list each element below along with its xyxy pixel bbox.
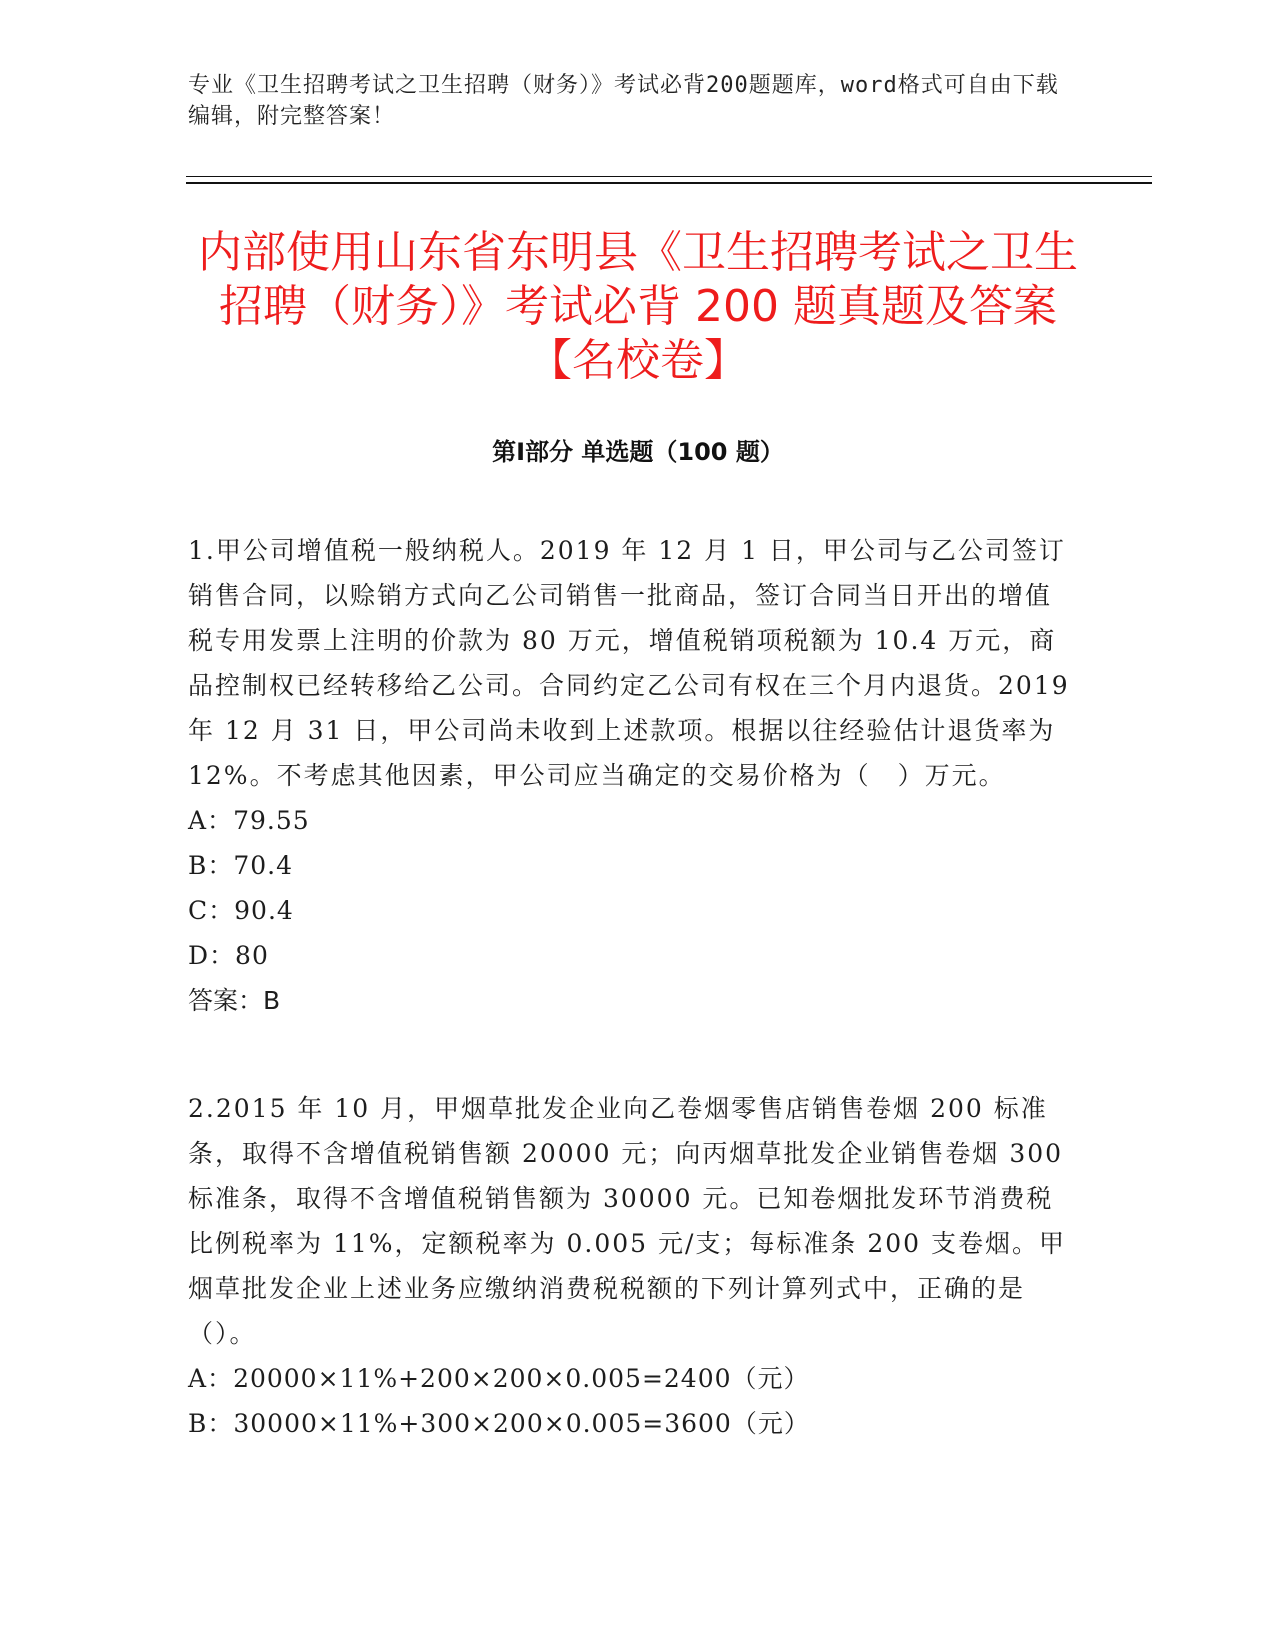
section-heading: 第Ⅰ部分 单选题（100 题） <box>492 438 784 466</box>
option-text: 20000×11%+200×200×0.005=2400（元） <box>233 1364 810 1393</box>
option-letter: B： <box>188 1409 234 1438</box>
question-1 <box>188 528 1078 1024</box>
header-rule-thick <box>186 182 1152 184</box>
option-c <box>188 888 1078 933</box>
option-text: 79.55 <box>233 806 310 835</box>
header-note: 专业《卫生招聘考试之卫生招聘（财务）》考试必背200题题库，word格式可自由下载编辑，附完整答案！ <box>188 73 1059 129</box>
answer-line: 答案：B <box>188 986 281 1015</box>
document-title: 内部使用山东省东明县《卫生招聘考试之卫生招聘（财务）》考试必背 200 题真题及答案【名校卷】 <box>198 227 1078 386</box>
question-stem: 2.2015 年 10 月，甲烟草批发企业向乙卷烟零售店销售卷烟 200 标准条，取得不含增值税销售额 20000 元；向丙烟草批发企业销售卷烟 300 标准条，取得不含增值税销售额为 30000 元。已知卷烟批发环节消费税比例税率为 11%，定额税率为 0.005 元/支；每标准条 200 支卷烟。甲烟草批发企业上述业务应缴纳消费税税额的下列计算列式中，正确的是（）。 <box>188 1094 1067 1348</box>
question-list <box>188 528 1078 1508</box>
option-b <box>188 1401 1078 1446</box>
option-text: 30000×11%+300×200×0.005=3600（元） <box>233 1409 810 1438</box>
option-letter: C： <box>188 896 235 925</box>
option-text: 80 <box>235 941 269 970</box>
option-letter: D： <box>188 941 236 970</box>
option-text: 90.4 <box>234 896 294 925</box>
question-stem: 1.甲公司增值税一般纳税人。2019 年 12 月 1 日，甲公司与乙公司签订销售合同，以赊销方式向乙公司销售一批商品，签订合同当日开出的增值税专用发票上注明的价款为 80 万元，增值税销项税额为 10.4 万元，商品控制权已经转移给乙公司。合同约定乙公司有权在三个月内退货。2019 年 12 月 31 日，甲公司尚未收到上述款项。根据以往经验估计退货率为 12%。不考虑其他因素，甲公司应当确定的交易价格为（ ）万元。 <box>188 536 1070 790</box>
option-letter: A： <box>188 806 234 835</box>
option-letter: B： <box>188 851 234 880</box>
option-text: 70.4 <box>233 851 294 880</box>
option-letter: A： <box>188 1364 234 1393</box>
header-rule-thin <box>186 176 1152 177</box>
option-b <box>188 843 1078 888</box>
option-a <box>188 798 1078 843</box>
option-a <box>188 1356 1078 1401</box>
option-d <box>188 933 1078 978</box>
question-2 <box>188 1086 1078 1446</box>
